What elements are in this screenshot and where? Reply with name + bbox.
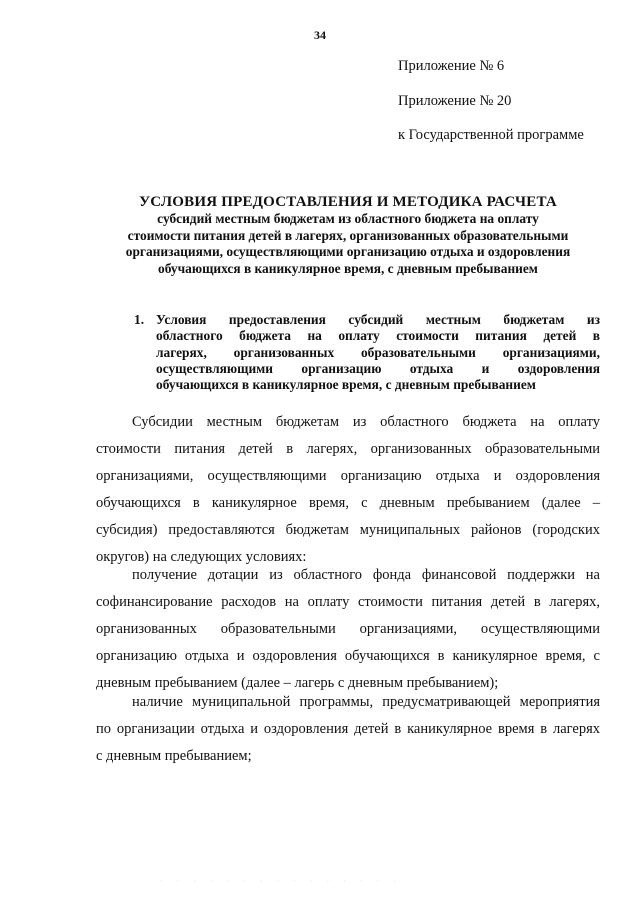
page-number: 34 bbox=[314, 28, 326, 42]
title-main: УСЛОВИЯ ПРЕДОСТАВЛЕНИЯ И МЕТОДИКА РАСЧЕТА bbox=[139, 194, 557, 210]
paragraph-line: обучающихся в каникулярное время, с дневным пребыванием (далее – bbox=[96, 495, 600, 511]
section-number: 1. bbox=[134, 312, 145, 327]
paragraph-line: стоимости питания детей в лагерях, организованных образовательными bbox=[96, 441, 600, 457]
paragraph-line: организованных образовательными организациями, осуществляющими bbox=[96, 621, 600, 637]
section-heading-line: Условия предоставления субсидий местным бюджетам из bbox=[156, 312, 600, 327]
section-heading-line: лагерях, организованных образовательными организациями, bbox=[156, 344, 600, 360]
appendix-label-20: Приложение № 20 bbox=[398, 93, 512, 109]
section-heading-1 bbox=[134, 312, 600, 393]
paragraph-condition-program bbox=[96, 689, 600, 770]
title-sub-line: обучающихся в каникулярное время, с дневным пребыванием bbox=[158, 260, 538, 276]
title-subtitle bbox=[96, 211, 600, 277]
appendix-program-label: к Государственной программе bbox=[398, 127, 584, 143]
paragraph-line: Субсидии местным бюджетам из областного бюджета на оплату bbox=[132, 414, 600, 430]
document-title bbox=[96, 193, 600, 277]
title-sub-line: организациями, осуществляющими организацию отдыха и оздоровления bbox=[125, 244, 571, 259]
section-heading-line: обучающихся в каникулярное время, с дневным пребыванием bbox=[156, 377, 536, 393]
paragraph-subsidy-conditions bbox=[96, 409, 600, 571]
scan-artifact: · · · · · · · · · · · · · · · bbox=[160, 877, 402, 886]
paragraph-line: наличие муниципальной программы, предусматривающей мероприятия bbox=[132, 694, 600, 710]
section-heading-line: областного бюджета на оплату стоимости питания детей в bbox=[156, 328, 600, 344]
appendix-label-6: Приложение № 6 bbox=[398, 58, 505, 74]
paragraph-line: округов) на следующих условиях: bbox=[96, 549, 307, 565]
paragraph-line: организациями, осуществляющими организацию отдыха и оздоровления bbox=[96, 468, 600, 484]
title-sub-line: субсидий местным бюджетам из областного бюджета на оплату bbox=[157, 211, 539, 226]
paragraph-line: по организации отдыха и оздоровления детей в каникулярное время в лагерях bbox=[96, 721, 600, 737]
paragraph-condition-grant bbox=[96, 562, 600, 697]
paragraph-line: дневным пребыванием (далее – лагерь с дневным пребыванием); bbox=[96, 675, 499, 691]
section-heading-text bbox=[156, 312, 600, 393]
paragraph-line: с дневным пребыванием; bbox=[96, 748, 252, 764]
paragraph-line: получение дотации из областного фонда финансовой поддержки на bbox=[132, 567, 600, 583]
paragraph-line: субсидия) предоставляются бюджетам муниципальных районов (городских bbox=[96, 522, 600, 538]
paragraph-line: софинансирование расходов на оплату стоимости питания детей в лагерях, bbox=[96, 594, 600, 610]
section-heading-line: осуществляющими организацию отдыха и оздоровления bbox=[156, 360, 600, 376]
title-sub-line: стоимости питания детей в лагерях, организованных образовательными bbox=[127, 227, 569, 243]
paragraph-line: организацию отдыха и оздоровления обучающихся в каникулярное время, с bbox=[96, 648, 600, 664]
